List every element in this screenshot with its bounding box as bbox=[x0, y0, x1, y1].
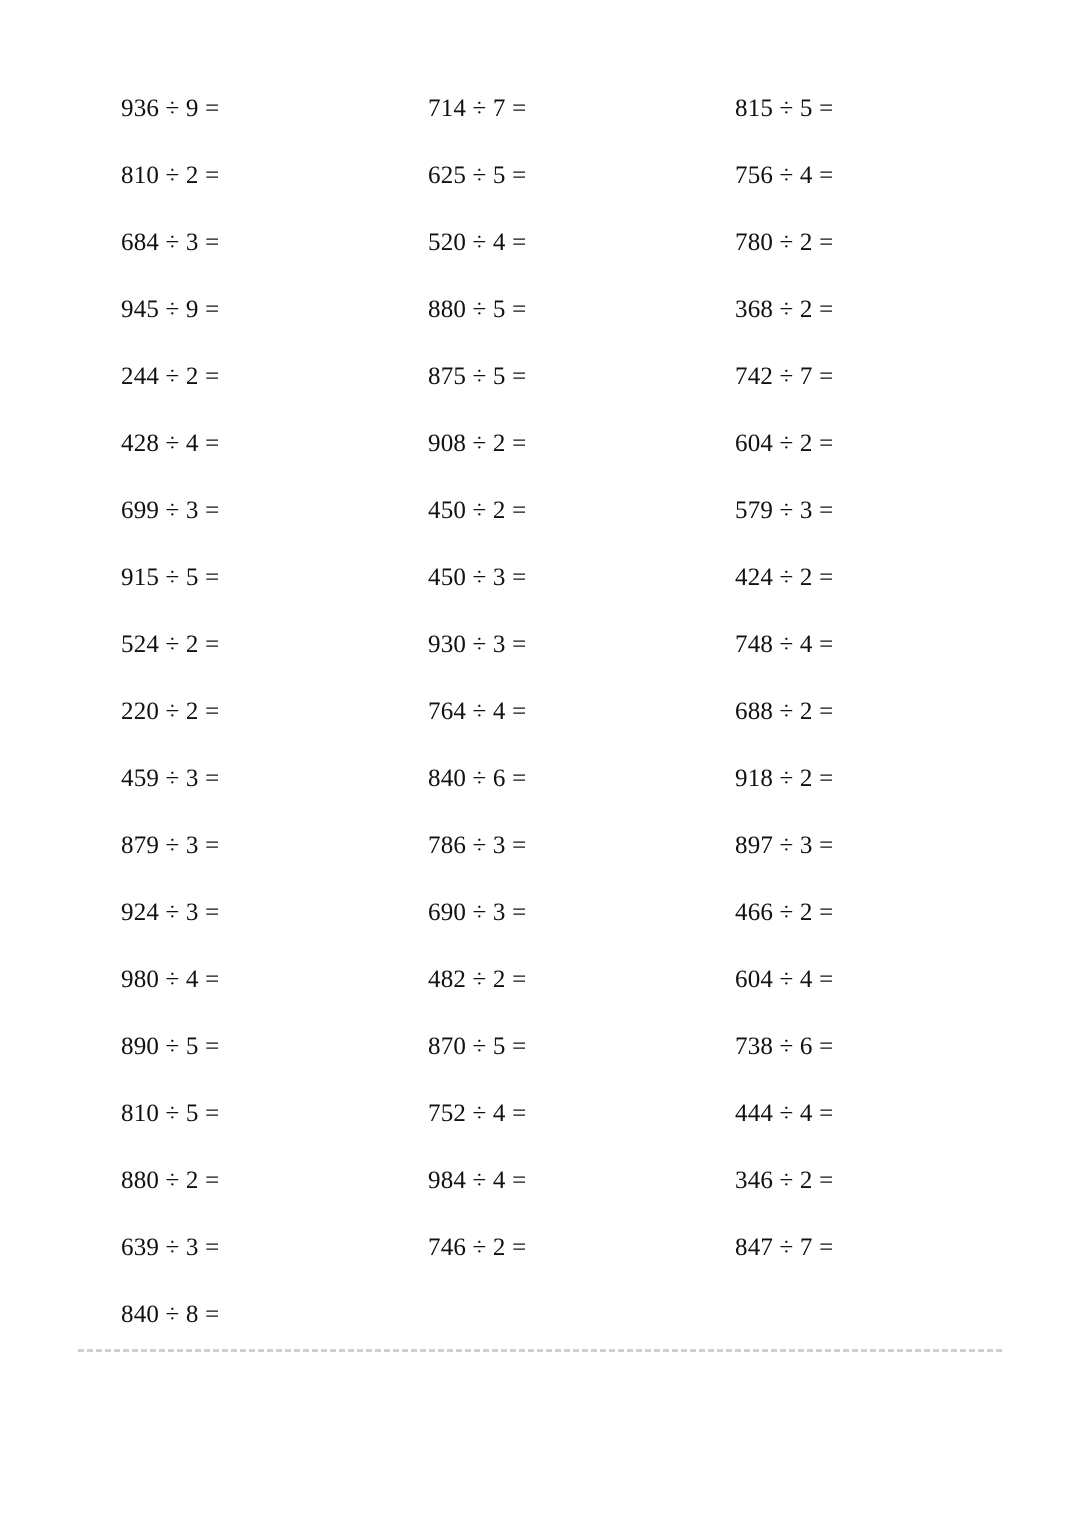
division-problem: 840 ÷ 8 = bbox=[121, 1301, 220, 1328]
division-problem: 625 ÷ 5 = bbox=[428, 162, 527, 189]
division-problem: 810 ÷ 2 = bbox=[121, 162, 220, 189]
division-problem: 346 ÷ 2 = bbox=[735, 1167, 834, 1194]
division-problem: 847 ÷ 7 = bbox=[735, 1234, 834, 1261]
division-problem: 880 ÷ 5 = bbox=[428, 296, 527, 323]
division-problem: 604 ÷ 4 = bbox=[735, 966, 834, 993]
division-problem: 930 ÷ 3 = bbox=[428, 631, 527, 658]
division-problem: 980 ÷ 4 = bbox=[121, 966, 220, 993]
problem-grid bbox=[121, 90, 981, 1363]
division-problem: 444 ÷ 4 = bbox=[735, 1100, 834, 1127]
division-problem: 786 ÷ 3 = bbox=[428, 832, 527, 859]
division-problem: 466 ÷ 2 = bbox=[735, 899, 834, 926]
division-problem: 746 ÷ 2 = bbox=[428, 1234, 527, 1261]
division-problem: 424 ÷ 2 = bbox=[735, 564, 834, 591]
division-problem: 220 ÷ 2 = bbox=[121, 698, 220, 725]
division-problem: 459 ÷ 3 = bbox=[121, 765, 220, 792]
division-problem: 780 ÷ 2 = bbox=[735, 229, 834, 256]
dashed-divider bbox=[78, 1349, 1002, 1352]
division-problem: 714 ÷ 7 = bbox=[428, 95, 527, 122]
division-problem: 428 ÷ 4 = bbox=[121, 430, 220, 457]
division-problem: 738 ÷ 6 = bbox=[735, 1033, 834, 1060]
division-problem: 875 ÷ 5 = bbox=[428, 363, 527, 390]
division-problem: 764 ÷ 4 = bbox=[428, 698, 527, 725]
division-problem: 699 ÷ 3 = bbox=[121, 497, 220, 524]
division-problem: 810 ÷ 5 = bbox=[121, 1100, 220, 1127]
division-problem: 879 ÷ 3 = bbox=[121, 832, 220, 859]
division-problem: 915 ÷ 5 = bbox=[121, 564, 220, 591]
division-problem: 604 ÷ 2 = bbox=[735, 430, 834, 457]
division-problem: 936 ÷ 9 = bbox=[121, 95, 220, 122]
division-problem: 690 ÷ 3 = bbox=[428, 899, 527, 926]
division-problem: 524 ÷ 2 = bbox=[121, 631, 220, 658]
division-problem: 908 ÷ 2 = bbox=[428, 430, 527, 457]
division-problem: 639 ÷ 3 = bbox=[121, 1234, 220, 1261]
division-problem: 890 ÷ 5 = bbox=[121, 1033, 220, 1060]
division-problem: 520 ÷ 4 = bbox=[428, 229, 527, 256]
division-problem: 368 ÷ 2 = bbox=[735, 296, 834, 323]
division-problem: 752 ÷ 4 = bbox=[428, 1100, 527, 1127]
division-problem: 897 ÷ 3 = bbox=[735, 832, 834, 859]
division-problem: 742 ÷ 7 = bbox=[735, 363, 834, 390]
division-problem: 684 ÷ 3 = bbox=[121, 229, 220, 256]
division-problem: 450 ÷ 3 = bbox=[428, 564, 527, 591]
division-problem: 945 ÷ 9 = bbox=[121, 296, 220, 323]
division-problem: 579 ÷ 3 = bbox=[735, 497, 834, 524]
division-problem: 815 ÷ 5 = bbox=[735, 95, 834, 122]
division-problem: 924 ÷ 3 = bbox=[121, 899, 220, 926]
division-problem: 756 ÷ 4 = bbox=[735, 162, 834, 189]
division-problem: 918 ÷ 2 = bbox=[735, 765, 834, 792]
division-problem: 688 ÷ 2 = bbox=[735, 698, 834, 725]
division-problem: 482 ÷ 2 = bbox=[428, 966, 527, 993]
division-problem: 840 ÷ 6 = bbox=[428, 765, 527, 792]
division-problem: 450 ÷ 2 = bbox=[428, 497, 527, 524]
division-problem: 244 ÷ 2 = bbox=[121, 363, 220, 390]
division-problem: 870 ÷ 5 = bbox=[428, 1033, 527, 1060]
division-problem: 880 ÷ 2 = bbox=[121, 1167, 220, 1194]
division-problem: 984 ÷ 4 = bbox=[428, 1167, 527, 1194]
division-problem: 748 ÷ 4 = bbox=[735, 631, 834, 658]
